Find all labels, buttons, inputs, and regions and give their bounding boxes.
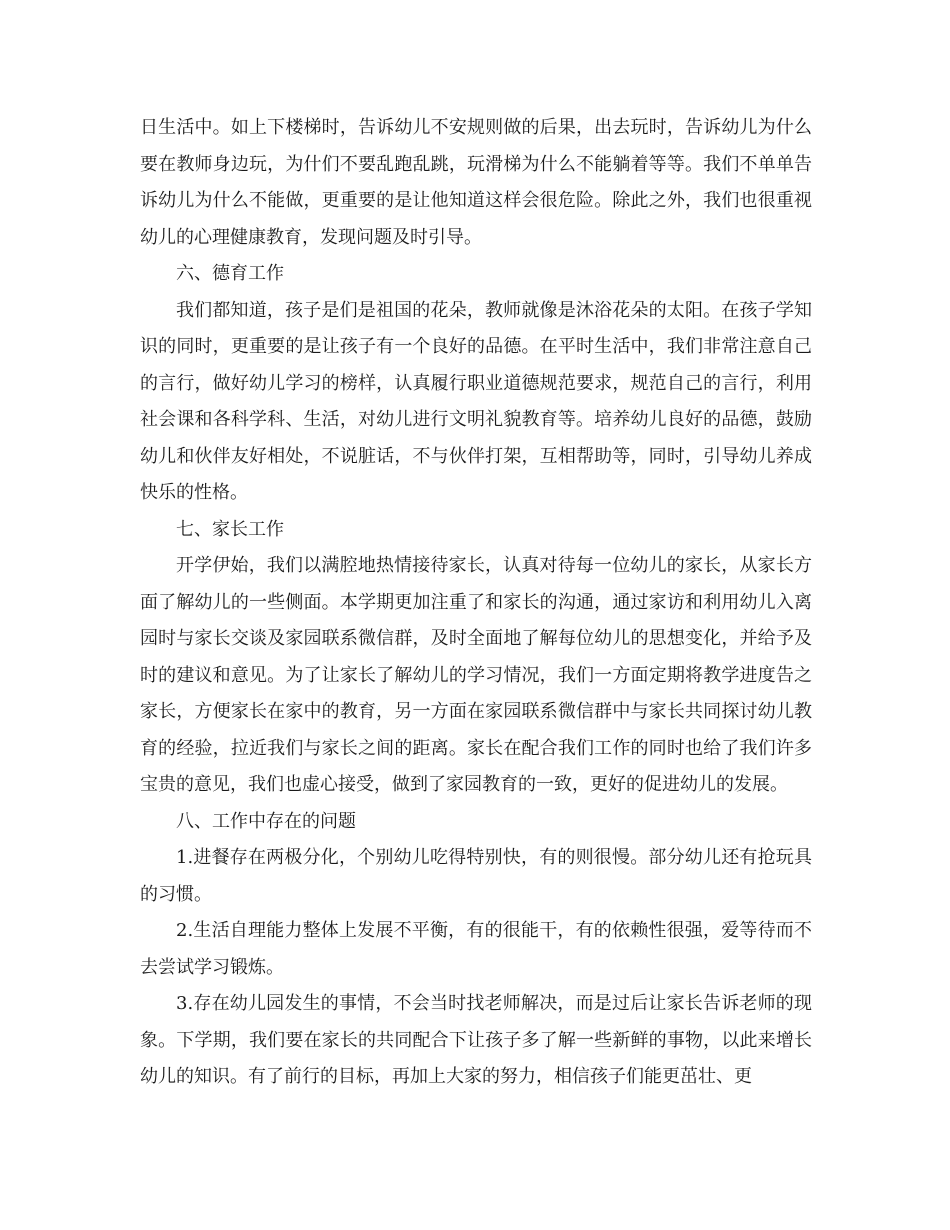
document-body xyxy=(140,110,812,1096)
section-heading-parent-work: 七、家长工作 xyxy=(176,518,284,540)
section-heading-moral-education: 六、德育工作 xyxy=(176,263,284,284)
paragraph-parent-work: 开学伊始，我们以满腔地热情接待家长，认真对待每一位幼儿的家长，从家长方面了解幼儿的一些侧面。本学期更加注重了和家长的沟通，通过家访和利用幼儿入离园时与家长交谈及家园联系微信群，及时全面地了解每位幼儿的思想变化，并给予及时的建议和意见。为了让家长了解幼儿的学习情况，我们一方面定期将教学进度告之家长，方便家长在家中的教育，另一方面在家园联系微信群中与家长共同探讨幼儿教育的经验，拉近我们与家长之间的距离。家长在配合我们工作的同时也给了我们许多宝贵的意见，我们也虚心接受，做到了家园教育的一致，更好的促进幼儿的发展。 xyxy=(140,555,812,795)
paragraph-moral-education: 我们都知道，孩子是们是祖国的花朵，教师就像是沐浴花朵的太阳。在孩子学知识的同时，更重要的是让孩子有一个良好的品德。在平时生活中，我们非常注意自己的言行，做好幼儿学习的榜样，认真履行职业道德规范要求，规范自己的言行，利用社会课和各科学科、生活，对幼儿进行文明礼貌教育等。培养幼儿良好的品德，鼓励幼儿和伙伴友好相处，不说脏话，不与伙伴打架，互相帮助等，同时，引导幼儿养成快乐的性格。 xyxy=(140,299,812,503)
list-item-problem-3: 3.存在幼儿园发生的事情，不会当时找老师解决，而是过后让家长告诉老师的现象。下学期，我们要在家长的共同配合下让孩子多了解一些新鲜的事物，以此来增长幼儿的知识。有了前行的目标，再加上大家的努力，相信孩子们能更茁壮、更 xyxy=(140,993,812,1087)
list-item-problem-1: 1.进餐存在两极分化，个别幼儿吃得特别快，有的则很慢。部分幼儿还有抢玩具的习惯。 xyxy=(140,847,812,905)
list-item-problem-2: 2.生活自理能力整体上发展不平衡，有的很能干，有的依赖性很强，爱等待而不去尝试学习锻炼。 xyxy=(140,920,812,978)
paragraph-continuation: 日生活中。如上下楼梯时，告诉幼儿不安规则做的后果，出去玩时，告诉幼儿为什么要在教师身边玩，为什们不要乱跑乱跳，玩滑梯为什么不能躺着等等。我们不单单告诉幼儿为什么不能做，更重要的是让他知道这样会很危险。除此之外，我们也很重视幼儿的心理健康教育，发现问题及时引导。 xyxy=(140,117,812,248)
section-heading-problems: 八、工作中存在的问题 xyxy=(176,810,356,832)
